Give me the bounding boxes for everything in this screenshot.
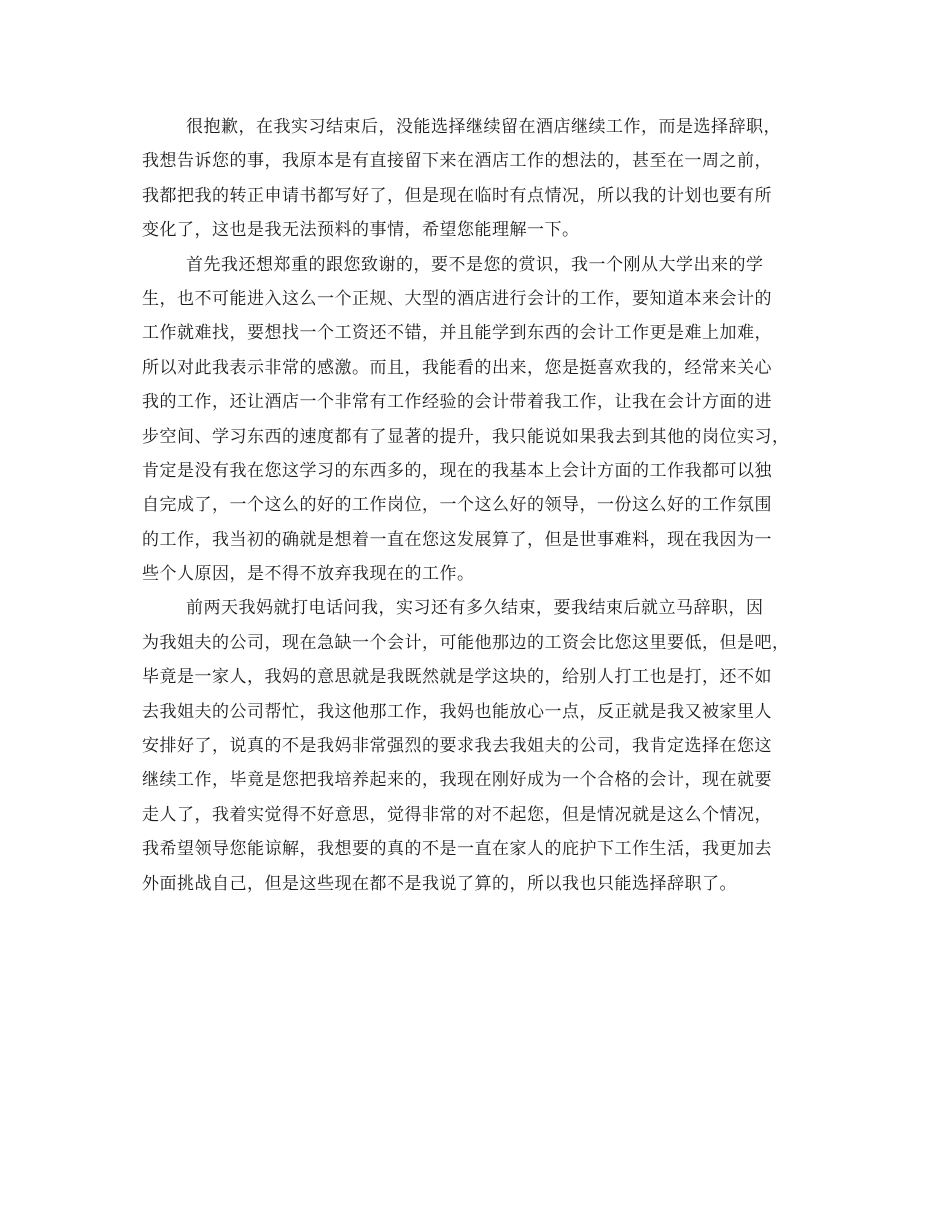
paragraph-3-line-1: 前两天我妈就打电话问我，实习还有多久结束，要我结束后就立马辞职，因 <box>186 598 764 619</box>
paragraph-2-line-7: 肯定是没有我在您这学习的东西多的，现在的我基本上会计方面的工作我都可以独 <box>142 460 772 481</box>
paragraph-2-line-10: 些个人原因，是不得不放弃我现在的工作。 <box>142 564 475 585</box>
paragraph-1-line-4: 变化了，这也是我无法预料的事情，希望您能理解一下。 <box>142 220 580 241</box>
paragraph-1-line-1: 很抱歉，在我实习结束后，没能选择继续留在酒店继续工作，而是选择辞职， <box>186 117 781 137</box>
paragraph-3-line-6: 继续工作，毕竟是您把我培养起来的，我现在刚好成为一个合格的会计，现在就要 <box>142 770 772 791</box>
paragraph-2-line-2: 生，也不可能进入这么一个正规、大型的酒店进行会计的工作，要知道本来会计的 <box>142 288 772 309</box>
paragraph-3-line-4: 去我姐夫的公司帮忙，我这他那工作，我妈也能放心一点，反正就是我又被家里人 <box>142 701 772 722</box>
paragraph-2-line-3: 工作就难找，要想找一个工资还不错，并且能学到东西的会计工作更是难上加难， <box>142 323 772 344</box>
paragraph-2-line-8: 自完成了，一个这么的好的工作岗位，一个这么好的领导，一份这么好的工作氛围 <box>142 495 772 516</box>
paragraph-2-line-9: 的工作，我当初的确就是想着一直在您这发展算了，但是世事难料，现在我因为一 <box>142 529 772 550</box>
paragraph-2-line-1: 首先我还想郑重的跟您致谢的，要不是您的赏识，我一个刚从大学出来的学 <box>186 254 764 275</box>
paragraph-3-line-8: 我希望领导您能谅解，我想要的真的不是一直在家人的庇护下工作生活，我更加去 <box>142 839 772 860</box>
paragraph-2-line-4: 所以对此我表示非常的感激。而且，我能看的出来，您是挺喜欢我的，经常来关心 <box>142 357 772 378</box>
paragraph-3-line-5: 安排好了，说真的不是我妈非常强烈的要求我去我姐夫的公司，我肯定选择在您这 <box>142 736 772 757</box>
paragraph-3-line-7: 走人了，我着实觉得不好意思，觉得非常的对不起您，但是情况就是这么个情况， <box>142 804 772 825</box>
paragraph-3-line-9: 外面挑战自己，但是这些现在都不是我说了算的，所以我也只能选择辞职了。 <box>142 873 737 894</box>
paragraph-3-line-3: 毕竟是一家人，我妈的意思就是我既然就是学这块的，给别人打工也是打，还不如 <box>142 667 772 688</box>
letter-body <box>142 110 822 901</box>
paragraph-1-line-2: 我想告诉您的事，我原本是有直接留下来在酒店工作的想法的，甚至在一周之前， <box>142 151 772 172</box>
paragraph-2-line-5: 我的工作，还让酒店一个非常有工作经验的会计带着我工作，让我在会计方面的进 <box>142 392 772 413</box>
paragraph-2-line-6: 步空间、学习东西的速度都有了显著的提升，我只能说如果我去到其他的岗位实习， <box>142 426 790 447</box>
paragraph-3-line-2: 为我姐夫的公司，现在急缺一个会计，可能他那边的工资会比您这里要低，但是吧， <box>142 632 790 653</box>
paragraph-1-line-3: 我都把我的转正申请书都写好了，但是现在临时有点情况，所以我的计划也要有所 <box>142 185 772 206</box>
